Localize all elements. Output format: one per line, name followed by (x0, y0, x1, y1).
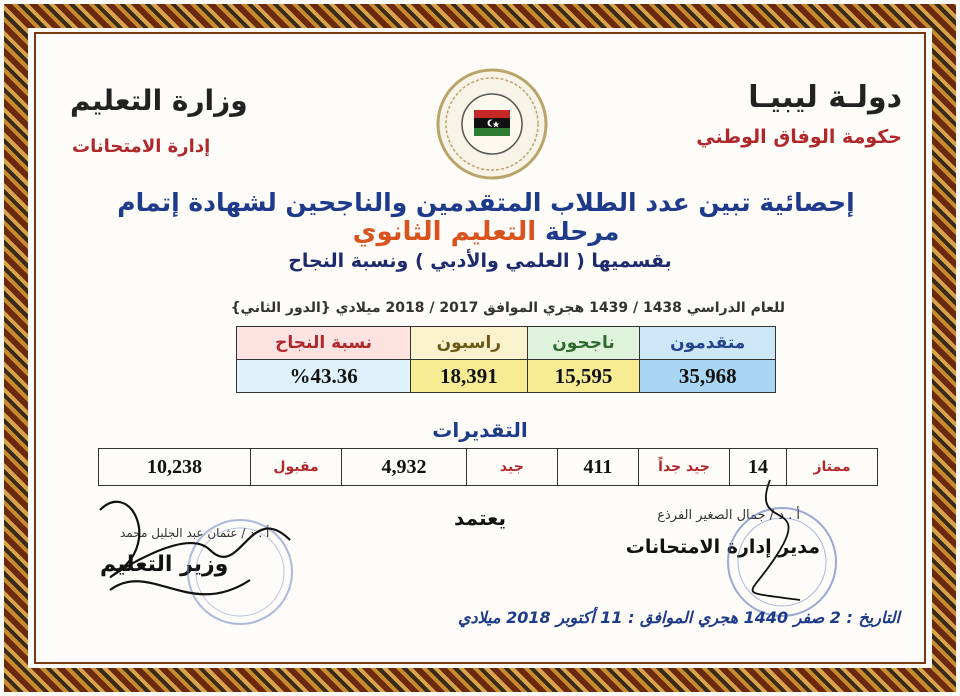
value-failed: 18,391 (411, 360, 527, 393)
grade-value-excellent: 14 (730, 449, 787, 486)
value-passed: 15,595 (527, 360, 640, 393)
title-main: إحصائية تبين عدد الطلاب المتقدمين والناجحين لشهادة إتمام مرحلة (117, 188, 855, 246)
approval-text: يعتمد (454, 506, 506, 530)
stats-header-row (237, 327, 776, 360)
grade-label-good: جيد (466, 449, 557, 486)
ministry-name: وزارة التعليم (70, 84, 248, 117)
header-applicants: متقدمون (640, 327, 776, 360)
grades-title: التقديرات (432, 418, 528, 442)
state-name: دولـة ليبيـا (748, 80, 902, 115)
minister-name: أ . د / عثمان عبد الجليل محمد (120, 526, 270, 540)
page-title (76, 188, 896, 247)
grade-value-very-good: 411 (557, 449, 638, 486)
grade-label-pass: مقبول (251, 449, 342, 486)
director-name: أ . د / جمال الصغير الفرذع (657, 508, 800, 523)
government-name: حكومة الوفاق الوطني (696, 126, 902, 148)
grade-label-very-good: جيد جداً (639, 449, 730, 486)
grade-value-pass: 10,238 (99, 449, 251, 486)
title-accent: التعليم الثانوي (352, 217, 537, 247)
grade-value-good: 4,932 (342, 449, 467, 486)
stats-value-row (237, 360, 776, 393)
issue-date: التاريخ : 2 صفر 1440 هجري الموافق : 11 أكتوبر 2018 ميلادي (457, 608, 900, 627)
value-pass-rate: %43.36 (237, 360, 411, 393)
stats-table (236, 326, 776, 393)
director-title: مدير إدارة الامتحانات (625, 536, 820, 558)
department-name: إدارة الامتحانات (72, 136, 211, 157)
header-failed: راسبون (411, 327, 527, 360)
grade-label-excellent: ممتاز (787, 449, 878, 486)
value-applicants: 35,968 (640, 360, 776, 393)
header-passed: ناجحون (527, 327, 640, 360)
subtitle: بقسميها ( العلمي والأدبي ) ونسبة النجاح (288, 250, 672, 272)
director-signature-stamp-icon (690, 470, 880, 620)
emblem-seal-icon (436, 68, 548, 180)
header-pass-rate: نسبة النجاح (237, 327, 411, 360)
academic-year: للعام الدراسي 1438 / 1439 هجري الموافق 2017 / 2018 ميلادي {الدور الثاني} (230, 300, 785, 316)
minister-title: وزير التعليم (100, 552, 229, 577)
minister-signature-stamp-icon (90, 480, 320, 630)
